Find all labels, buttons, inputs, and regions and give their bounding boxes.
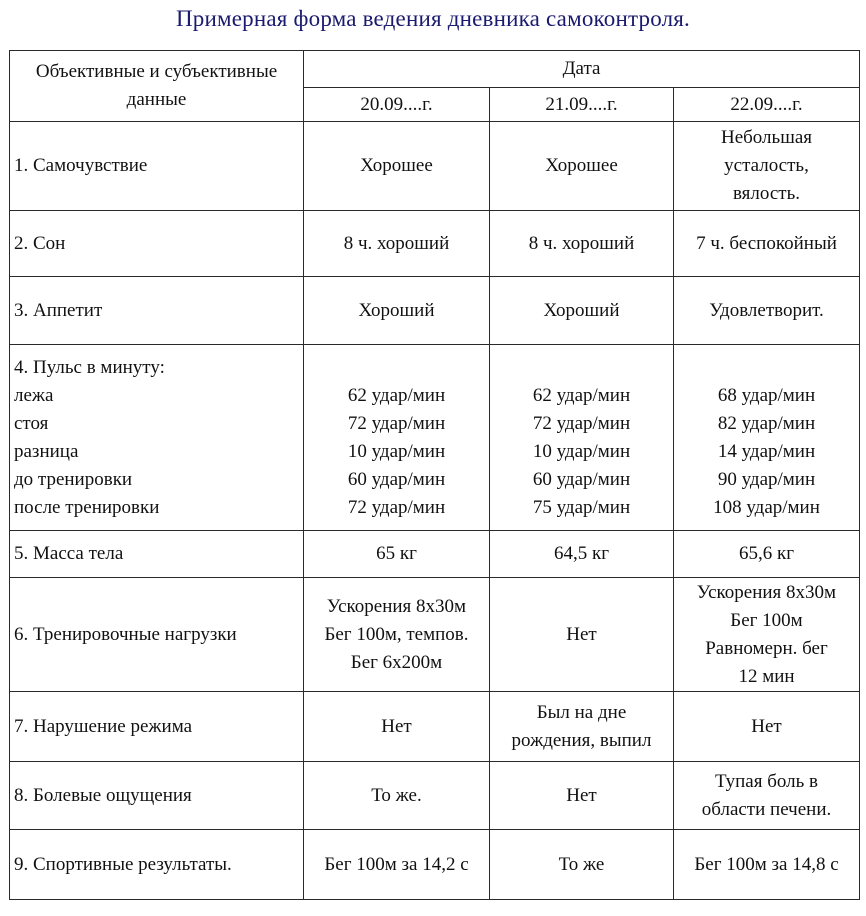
- row-label-line: разница: [14, 440, 79, 462]
- table-row: [10, 345, 860, 531]
- value-line: усталость,: [724, 155, 809, 176]
- value-cell: [304, 578, 490, 692]
- table-row: [10, 277, 860, 345]
- value-line: 72 удар/мин: [347, 412, 446, 434]
- value-line: 10 удар/мин: [347, 440, 446, 462]
- value-line: Бег 100м за 14,8 с: [694, 853, 839, 875]
- value-line: Тупая боль в: [714, 770, 819, 792]
- value-cell: [304, 211, 490, 277]
- row-label: 3. Аппетит: [10, 277, 304, 345]
- value-line: вялость.: [732, 183, 801, 204]
- value-line: 68 удар/мин: [717, 384, 816, 406]
- value-line: 72 удар/мин: [347, 496, 446, 518]
- value-cell: [490, 277, 674, 345]
- row-label-line: стоя: [14, 412, 49, 434]
- value-line: То же: [558, 853, 605, 875]
- header-date-2: 21.09....г.: [490, 88, 674, 122]
- value-cell: [674, 578, 860, 692]
- value-line: 60 удар/мин: [347, 468, 446, 490]
- value-line: 12 мин: [738, 665, 795, 687]
- value-line: Равномерн. бег: [705, 637, 828, 659]
- row-label: 9. Спортивные результаты.: [10, 830, 304, 900]
- table-row: [10, 211, 860, 277]
- row-label: 6. Тренировочные нагрузки: [10, 578, 304, 692]
- value-line: Бег 100м, темпов.: [324, 623, 469, 645]
- value-line: 75 удар/мин: [532, 496, 631, 518]
- value-line: Нет: [751, 715, 782, 737]
- value-cell: [490, 692, 674, 762]
- table-row: [10, 122, 860, 211]
- row-label: 2. Сон: [10, 211, 304, 277]
- value-line: Бег 100м: [730, 609, 803, 631]
- value-line: Хороший: [358, 299, 435, 321]
- row-label-line: до тренировки: [14, 468, 133, 490]
- self-control-diary-table: [9, 50, 860, 900]
- value-cell: [674, 277, 860, 345]
- row-label: [10, 345, 304, 531]
- value-cell: [490, 578, 674, 692]
- value-line: Удовлетворит.: [709, 299, 824, 321]
- value-cell: [490, 211, 674, 277]
- value-line: Ускорения 8х30м: [326, 595, 467, 617]
- page-title: Примерная форма ведения дневника самоконтроля.: [175, 6, 690, 31]
- value-line: Нет: [566, 623, 597, 645]
- header-row-label: Объективные и субъективные данные: [10, 51, 304, 122]
- value-line: Бег 6х200м: [350, 651, 443, 673]
- value-line: 14 удар/мин: [717, 440, 816, 462]
- value-line: области печени.: [701, 798, 832, 820]
- value-cell: [304, 830, 490, 900]
- value-line: 65 кг: [376, 543, 417, 564]
- value-line: 60 удар/мин: [532, 468, 631, 490]
- row-label-line: 4. Пульс в минуту:: [14, 356, 165, 378]
- value-cell: [674, 692, 860, 762]
- value-line: 72 удар/мин: [532, 412, 631, 434]
- value-line: 62 удар/мин: [347, 384, 446, 406]
- row-label: 7. Нарушение режима: [10, 692, 304, 762]
- value-cell: [674, 830, 860, 900]
- value-cell: [490, 830, 674, 900]
- value-cell: [674, 531, 860, 578]
- value-line: Ускорения 8х30м: [696, 581, 837, 603]
- table-row: [10, 830, 860, 900]
- table-row: [10, 578, 860, 692]
- value-cell: [490, 345, 674, 531]
- value-line: То же.: [371, 784, 422, 806]
- row-label: 1. Самочувствие: [10, 122, 304, 211]
- value-line: 64,5 кг: [553, 543, 610, 564]
- value-line: Был на дне: [536, 701, 627, 723]
- value-line: 7 ч. беспокойный: [696, 232, 837, 254]
- value-cell: [490, 762, 674, 830]
- value-cell: [490, 122, 674, 211]
- table-row: [10, 531, 860, 578]
- value-cell: [304, 122, 490, 211]
- row-label-line: лежа: [14, 384, 54, 406]
- table-row: [10, 762, 860, 830]
- row-label: 5. Масса тела: [10, 531, 304, 578]
- header-date-3: 22.09....г.: [674, 88, 860, 122]
- value-cell: [674, 211, 860, 277]
- value-cell: [674, 762, 860, 830]
- value-line: Хороший: [543, 299, 620, 321]
- table-row: [10, 692, 860, 762]
- value-cell: [674, 345, 860, 531]
- value-line: 82 удар/мин: [717, 412, 816, 434]
- value-cell: [490, 531, 674, 578]
- value-cell: [304, 762, 490, 830]
- value-line: 65,6 кг: [738, 543, 795, 564]
- value-line: Бег 100м за 14,2 с: [324, 853, 469, 875]
- value-cell: [304, 692, 490, 762]
- row-label: 8. Болевые ощущения: [10, 762, 304, 830]
- value-line: 90 удар/мин: [717, 468, 816, 490]
- value-line: Хорошее: [545, 155, 618, 176]
- value-line: 8 ч. хороший: [343, 232, 450, 254]
- header-row: [10, 51, 860, 88]
- header-date-1: 20.09....г.: [304, 88, 490, 122]
- value-line: Нет: [381, 715, 412, 737]
- value-cell: [304, 531, 490, 578]
- value-line: 108 удар/мин: [713, 496, 820, 518]
- value-line: рождения, выпил: [511, 729, 652, 751]
- value-line: Небольшая: [720, 127, 813, 148]
- value-cell: [674, 122, 860, 211]
- value-line: 62 удар/мин: [532, 384, 631, 406]
- value-line: Хорошее: [360, 155, 433, 176]
- value-line: Нет: [566, 784, 597, 806]
- value-cell: [304, 345, 490, 531]
- value-cell: [304, 277, 490, 345]
- header-date-label: Дата: [304, 51, 860, 88]
- value-line: 8 ч. хороший: [528, 232, 635, 254]
- value-line: 10 удар/мин: [532, 440, 631, 462]
- row-label-line: после тренировки: [14, 496, 160, 518]
